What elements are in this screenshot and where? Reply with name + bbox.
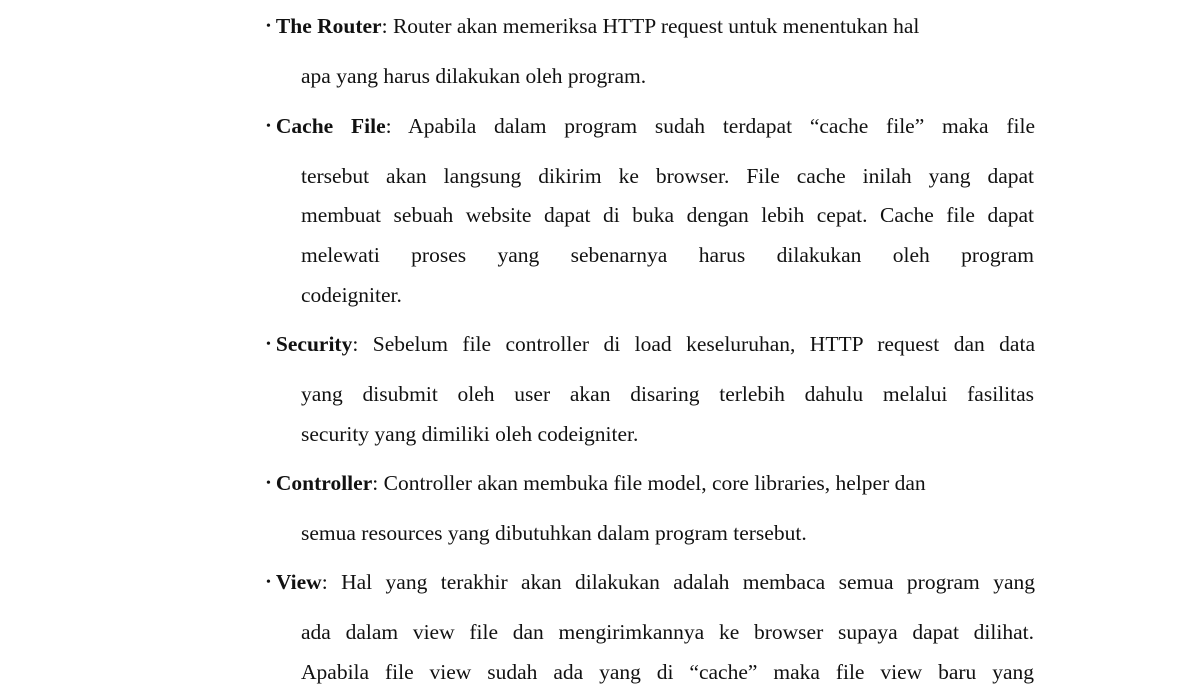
list-item-lead-text: : Sebelum file controller di load keseluruhan, HTTP request dan data (352, 332, 1035, 356)
list-item-lead-text: : Apabila dalam program sudah terdapat “cache file” maka file (385, 114, 1035, 138)
list-item-text-line: Apabila file view sudah ada yang di “cache” maka file view baru yang (301, 660, 1034, 684)
list-item-text-line: tersebut akan langsung dikirim ke browser. File cache inilah yang dapat (301, 164, 1034, 188)
list-item-text-line: apa yang harus dilakukan oleh program. (301, 64, 647, 88)
list-item-lead-text: : Router akan memeriksa HTTP request untuk menentukan hal (381, 14, 920, 38)
bullet-icon: • (266, 337, 271, 352)
list-item-text-line: ada dalam view file dan mengirimkannya ke browser supaya dapat dilihat. (301, 620, 1034, 644)
list-item-term: The Router (275, 14, 382, 38)
bullet-icon: • (266, 476, 271, 491)
list-item-text-line: yang disubmit oleh user akan disaring terlebih dahulu melalui fasilitas (301, 382, 1034, 406)
list-item-first-line (266, 473, 926, 495)
list-item-term: Cache File (275, 114, 386, 138)
list-item-text-line: security yang dimiliki oleh codeigniter. (301, 422, 639, 446)
list-item-term: View (275, 570, 322, 594)
list-item-text-line: membuat sebuah website dapat di buka dengan lebih cepat. Cache file dapat (301, 203, 1034, 227)
bullet-icon: • (266, 575, 271, 590)
bullet-icon: • (266, 119, 271, 134)
list-item-text-line: semua resources yang dibutuhkan dalam program tersebut. (301, 521, 807, 545)
list-item-term: Security (275, 332, 353, 356)
list-item-text-line: melewati proses yang sebenarnya harus dilakukan oleh program (301, 243, 1034, 267)
list-item-term: Controller (275, 471, 373, 495)
list-item-first-line (266, 16, 919, 38)
bullet-icon: • (266, 19, 271, 34)
list-item-lead-text: : Hal yang terakhir akan dilakukan adalah membaca semua program yang (321, 570, 1035, 594)
list-item-first-line (266, 572, 1035, 594)
list-item-first-line (266, 116, 1035, 138)
list-item-lead-text: : Controller akan membuka file model, core libraries, helper dan (372, 471, 926, 495)
list-item-first-line (266, 334, 1035, 356)
list-item-text-line: codeigniter. (301, 283, 402, 307)
